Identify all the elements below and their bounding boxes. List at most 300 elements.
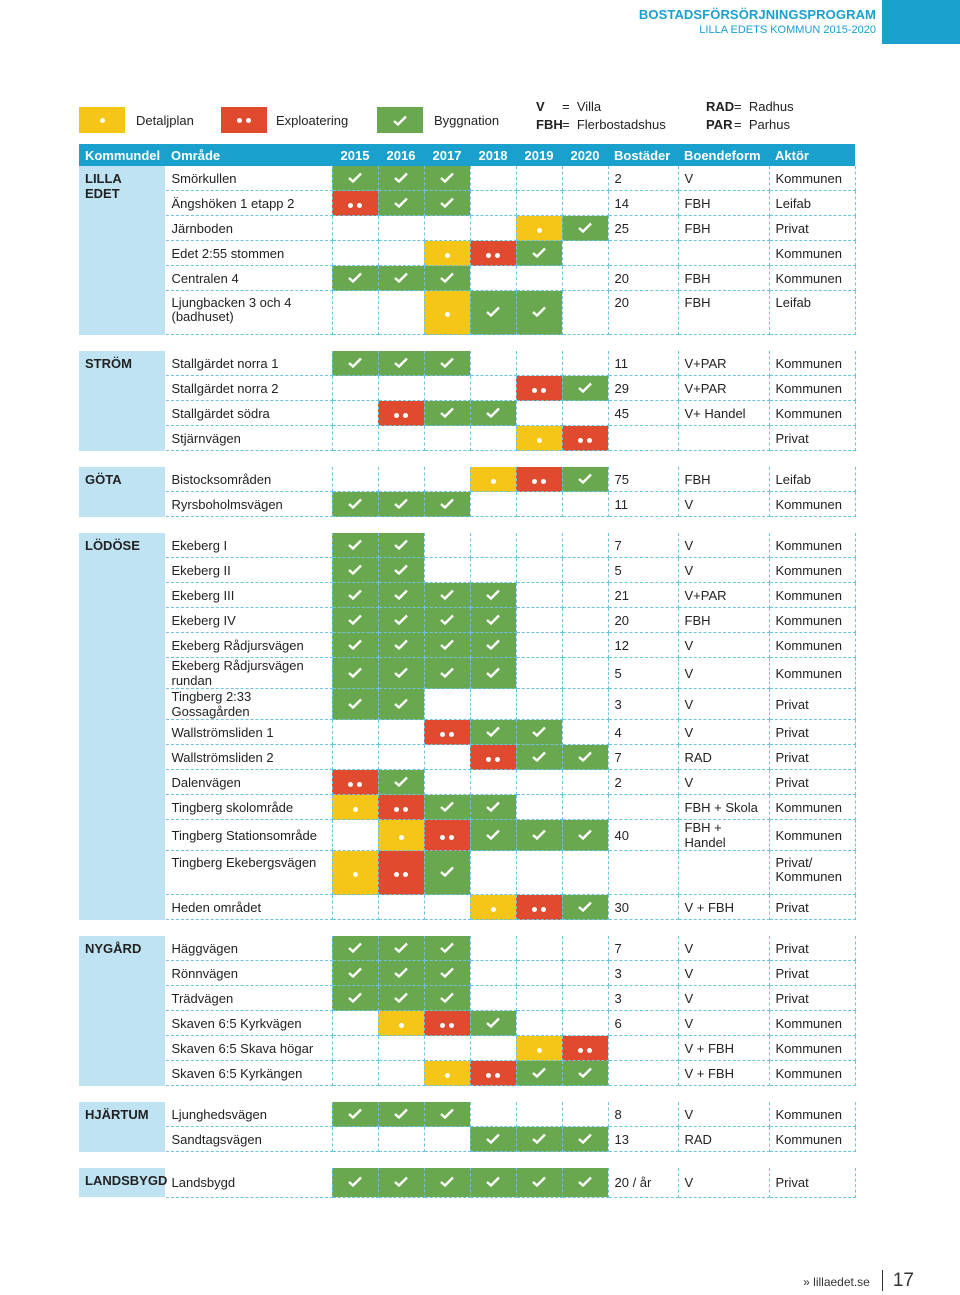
- area-name: Skaven 6:5 Skava högar: [165, 1036, 332, 1061]
- check-icon: [394, 564, 408, 575]
- dot-icon: [440, 1023, 445, 1028]
- table-row: [79, 216, 855, 241]
- dot-icon: [394, 413, 399, 418]
- empty-year-cell: [516, 1011, 562, 1036]
- empty-year-cell: [516, 583, 562, 608]
- area-name: Ekeberg II: [165, 558, 332, 583]
- bostader-value: 7: [608, 936, 678, 961]
- website-link[interactable]: » lillaedet.se: [803, 1275, 870, 1289]
- boendeform-value: V: [678, 492, 769, 517]
- group-spacer: [79, 1086, 855, 1103]
- legend: [79, 98, 859, 136]
- byggnation-cell: [378, 936, 424, 961]
- boendeform-value: V: [678, 1168, 769, 1197]
- byggnation-cell: [332, 558, 378, 583]
- empty-year-cell: [378, 1127, 424, 1152]
- aktor-value: Privat: [769, 745, 855, 770]
- area-name: Ekeberg I: [165, 533, 332, 558]
- empty-year-cell: [562, 291, 608, 335]
- area-name: Ekeberg Rådjursvägen: [165, 633, 332, 658]
- check-icon: [486, 667, 500, 678]
- check-icon: [348, 614, 362, 625]
- boendeform-value: [678, 851, 769, 895]
- empty-year-cell: [470, 266, 516, 291]
- exploatering-cell: [516, 376, 562, 401]
- empty-year-cell: [332, 241, 378, 266]
- empty-year-cell: [516, 1102, 562, 1127]
- byggnation-cell: [562, 467, 608, 492]
- boendeform-value: V: [678, 1011, 769, 1036]
- byggnation-cell: [470, 1168, 516, 1197]
- aktor-value: Privat/ Kommunen: [769, 851, 855, 895]
- exploatering-cell: [516, 467, 562, 492]
- table-row: [79, 936, 855, 961]
- aktor-value: Leifab: [769, 191, 855, 216]
- table-row: [79, 492, 855, 517]
- boendeform-value: V: [678, 658, 769, 689]
- dot-icon: [348, 782, 353, 787]
- dot-icon: [486, 253, 491, 258]
- detaljplan-cell: [378, 1011, 424, 1036]
- aktor-value: Kommunen: [769, 1036, 855, 1061]
- empty-year-cell: [516, 658, 562, 689]
- boendeform-value: V: [678, 770, 769, 795]
- table-row: [79, 426, 855, 451]
- aktor-value: Leifab: [769, 291, 855, 335]
- area-name: Sandtagsvägen: [165, 1127, 332, 1152]
- area-name: Wallströmsliden 2: [165, 745, 332, 770]
- dot-icon: [357, 203, 362, 208]
- byggnation-cell: [378, 191, 424, 216]
- byggnation-cell: [470, 401, 516, 426]
- check-icon: [440, 801, 454, 812]
- bostader-value: [608, 241, 678, 266]
- byggnation-cell: [332, 1102, 378, 1127]
- check-icon: [348, 1176, 362, 1187]
- table-row: [79, 895, 855, 920]
- dot-icon: [537, 1048, 542, 1053]
- dot-icon: [537, 438, 542, 443]
- dot-icon: [394, 872, 399, 877]
- empty-year-cell: [562, 401, 608, 426]
- dot-icon: [537, 228, 542, 233]
- empty-year-cell: [332, 895, 378, 920]
- table-row: [79, 1102, 855, 1127]
- detaljplan-cell: [470, 895, 516, 920]
- table-row: [79, 745, 855, 770]
- byggnation-cell: [516, 1061, 562, 1086]
- bostader-value: 25: [608, 216, 678, 241]
- exploatering-cell: [562, 426, 608, 451]
- aktor-value: Kommunen: [769, 1127, 855, 1152]
- empty-year-cell: [470, 351, 516, 376]
- byggnation-cell: [424, 351, 470, 376]
- boendeform-value: V: [678, 936, 769, 961]
- check-icon: [578, 222, 592, 233]
- dot-icon: [348, 203, 353, 208]
- empty-year-cell: [378, 467, 424, 492]
- area-name: Ryrsboholmsvägen: [165, 492, 332, 517]
- bostader-value: 7: [608, 745, 678, 770]
- area-name: Häggvägen: [165, 936, 332, 961]
- empty-year-cell: [424, 426, 470, 451]
- aktor-value: Kommunen: [769, 166, 855, 191]
- table-row: [79, 191, 855, 216]
- bostader-value: 8: [608, 1102, 678, 1127]
- byggnation-cell: [424, 961, 470, 986]
- exploatering-cell: [470, 745, 516, 770]
- col-2019: 2019: [516, 144, 562, 166]
- empty-year-cell: [470, 191, 516, 216]
- table-row: [79, 986, 855, 1011]
- area-name: Bistocksområden: [165, 467, 332, 492]
- aktor-value: Kommunen: [769, 401, 855, 426]
- byggnation-cell: [378, 266, 424, 291]
- area-name: Edet 2:55 stommen: [165, 241, 332, 266]
- aktor-value: Kommunen: [769, 376, 855, 401]
- empty-year-cell: [332, 745, 378, 770]
- boendeform-value: V: [678, 166, 769, 191]
- aktor-value: Privat: [769, 961, 855, 986]
- kommundel-label: LÖDÖSE: [79, 533, 165, 920]
- aktor-value: Privat: [769, 936, 855, 961]
- check-icon: [578, 1176, 592, 1187]
- empty-year-cell: [562, 633, 608, 658]
- dot-icon: [353, 872, 358, 877]
- empty-year-cell: [516, 492, 562, 517]
- bostader-value: 5: [608, 658, 678, 689]
- byggnation-cell: [424, 608, 470, 633]
- dot-icon: [587, 438, 592, 443]
- empty-year-cell: [424, 1036, 470, 1061]
- exploatering-cell: [424, 720, 470, 745]
- byggnation-cell: [516, 241, 562, 266]
- byggnation-cell: [378, 351, 424, 376]
- detaljplan-cell: [424, 241, 470, 266]
- empty-year-cell: [378, 1036, 424, 1061]
- dot-icon: [449, 835, 454, 840]
- dot-icon: [449, 732, 454, 737]
- check-icon: [440, 197, 454, 208]
- bostader-value: 40: [608, 820, 678, 851]
- bostader-value: 2: [608, 770, 678, 795]
- boendeform-value: V: [678, 533, 769, 558]
- bostader-value: 45: [608, 401, 678, 426]
- byggnation-swatch: [377, 107, 423, 133]
- aktor-value: Kommunen: [769, 1061, 855, 1086]
- table-row: [79, 467, 855, 492]
- check-icon: [348, 589, 362, 600]
- bostader-value: [608, 1061, 678, 1086]
- empty-year-cell: [562, 191, 608, 216]
- check-icon: [394, 967, 408, 978]
- dot-icon: [532, 388, 537, 393]
- empty-year-cell: [470, 770, 516, 795]
- check-icon: [440, 498, 454, 509]
- group-spacer: [79, 920, 855, 937]
- area-name: Stallgärdet norra 2: [165, 376, 332, 401]
- area-name: Skaven 6:5 Kyrkvägen: [165, 1011, 332, 1036]
- check-icon: [440, 967, 454, 978]
- empty-year-cell: [562, 351, 608, 376]
- dot-icon: [445, 312, 450, 317]
- byggnation-cell: [516, 1127, 562, 1152]
- aktor-value: Kommunen: [769, 658, 855, 689]
- empty-year-cell: [562, 936, 608, 961]
- check-icon: [532, 829, 546, 840]
- byggnation-cell: [470, 633, 516, 658]
- exploatering-cell: [332, 191, 378, 216]
- empty-year-cell: [470, 426, 516, 451]
- boendeform-value: RAD: [678, 745, 769, 770]
- byggnation-cell: [516, 1168, 562, 1197]
- empty-year-cell: [516, 936, 562, 961]
- kommundel-label: STRÖM: [79, 351, 165, 451]
- area-name: Ekeberg III: [165, 583, 332, 608]
- aktor-value: Kommunen: [769, 633, 855, 658]
- dot-icon: [440, 835, 445, 840]
- empty-year-cell: [470, 689, 516, 720]
- bostader-value: 29: [608, 376, 678, 401]
- bostader-value: 75: [608, 467, 678, 492]
- col-aktor: Aktör: [769, 144, 855, 166]
- byggnation-cell: [562, 376, 608, 401]
- bostader-value: 12: [608, 633, 678, 658]
- aktor-value: Privat: [769, 216, 855, 241]
- byggnation-cell: [378, 583, 424, 608]
- document-subtitle: LILLA EDETS KOMMUN 2015-2020: [699, 24, 876, 36]
- check-icon: [394, 614, 408, 625]
- empty-year-cell: [562, 689, 608, 720]
- check-icon: [578, 751, 592, 762]
- empty-year-cell: [516, 633, 562, 658]
- empty-year-cell: [424, 376, 470, 401]
- bostader-value: [608, 851, 678, 895]
- byggnation-cell: [332, 608, 378, 633]
- area-name: Ljungbacken 3 och 4 (badhuset): [165, 291, 332, 335]
- aktor-value: Privat: [769, 689, 855, 720]
- byggnation-cell: [562, 820, 608, 851]
- empty-year-cell: [562, 608, 608, 633]
- bostader-value: [608, 1036, 678, 1061]
- check-icon: [394, 776, 408, 787]
- dot-icon: [440, 732, 445, 737]
- table-row: [79, 1061, 855, 1086]
- byggnation-cell: [378, 492, 424, 517]
- check-icon: [348, 564, 362, 575]
- bostader-value: 14: [608, 191, 678, 216]
- col-omrade: Område: [165, 144, 332, 166]
- check-icon: [486, 1176, 500, 1187]
- def-parhus: PAR = Parhus: [706, 117, 791, 132]
- aktor-value: Kommunen: [769, 241, 855, 266]
- byggnation-cell: [332, 961, 378, 986]
- check-icon: [440, 1176, 454, 1187]
- dot-icon: [578, 438, 583, 443]
- detaljplan-cell: [516, 1036, 562, 1061]
- aktor-value: Privat: [769, 986, 855, 1011]
- byggnation-cell: [378, 533, 424, 558]
- check-icon: [348, 357, 362, 368]
- empty-year-cell: [470, 533, 516, 558]
- byggnation-cell: [470, 820, 516, 851]
- empty-year-cell: [516, 533, 562, 558]
- area-name: Rönnvägen: [165, 961, 332, 986]
- bostader-value: 13: [608, 1127, 678, 1152]
- document-title: BOSTADSFÖRSÖRJNINGSPROGRAM: [638, 7, 876, 22]
- empty-year-cell: [562, 1011, 608, 1036]
- byggnation-cell: [378, 770, 424, 795]
- table-row: [79, 1036, 855, 1061]
- byggnation-cell: [424, 266, 470, 291]
- legend-byggnation-label: Byggnation: [434, 113, 500, 128]
- byggnation-cell: [470, 795, 516, 820]
- dot-icon: [491, 479, 496, 484]
- boendeform-value: FBH + Skola: [678, 795, 769, 820]
- aktor-value: Privat: [769, 720, 855, 745]
- empty-year-cell: [424, 745, 470, 770]
- empty-year-cell: [424, 467, 470, 492]
- byggnation-cell: [332, 533, 378, 558]
- check-icon: [394, 539, 408, 550]
- detaljplan-cell: [516, 216, 562, 241]
- kommundel-label: NYGÅRD: [79, 936, 165, 1086]
- byggnation-cell: [332, 166, 378, 191]
- empty-year-cell: [562, 492, 608, 517]
- empty-year-cell: [332, 216, 378, 241]
- byggnation-cell: [332, 266, 378, 291]
- empty-year-cell: [516, 558, 562, 583]
- check-icon: [440, 357, 454, 368]
- boendeform-value: RAD: [678, 1127, 769, 1152]
- check-icon: [578, 473, 592, 484]
- boendeform-value: V: [678, 1102, 769, 1127]
- empty-year-cell: [562, 1102, 608, 1127]
- boendeform-value: V: [678, 558, 769, 583]
- check-icon: [348, 172, 362, 183]
- empty-year-cell: [332, 291, 378, 335]
- empty-year-cell: [424, 1127, 470, 1152]
- empty-year-cell: [562, 795, 608, 820]
- byggnation-cell: [378, 1168, 424, 1197]
- check-icon: [486, 306, 500, 317]
- byggnation-cell: [516, 820, 562, 851]
- boendeform-value: V: [678, 633, 769, 658]
- table-row: [79, 241, 855, 266]
- empty-year-cell: [516, 191, 562, 216]
- dot-icon: [578, 1048, 583, 1053]
- empty-year-cell: [516, 851, 562, 895]
- empty-year-cell: [470, 558, 516, 583]
- byggnation-cell: [562, 1061, 608, 1086]
- bostader-value: 20: [608, 291, 678, 335]
- check-icon: [486, 1133, 500, 1144]
- dot-icon: [445, 253, 450, 258]
- area-name: Tingberg skolområde: [165, 795, 332, 820]
- check-icon: [440, 992, 454, 1003]
- empty-year-cell: [378, 895, 424, 920]
- check-icon: [348, 1108, 362, 1119]
- check-icon: [440, 407, 454, 418]
- check-icon: [440, 667, 454, 678]
- byggnation-cell: [424, 191, 470, 216]
- table-row: [79, 770, 855, 795]
- empty-year-cell: [470, 851, 516, 895]
- check-icon: [440, 589, 454, 600]
- check-icon: [486, 726, 500, 737]
- area-name: Järnboden: [165, 216, 332, 241]
- empty-year-cell: [516, 770, 562, 795]
- area-name: Tingberg Ekebergsvägen: [165, 851, 332, 895]
- empty-year-cell: [332, 1036, 378, 1061]
- boendeform-value: V + FBH: [678, 1061, 769, 1086]
- boendeform-value: V+PAR: [678, 351, 769, 376]
- boendeform-value: V+PAR: [678, 376, 769, 401]
- empty-year-cell: [470, 986, 516, 1011]
- boendeform-value: FBH: [678, 216, 769, 241]
- legend-exploatering-label: Exploatering: [276, 113, 349, 128]
- empty-year-cell: [470, 1102, 516, 1127]
- check-icon: [394, 992, 408, 1003]
- table-row: [79, 376, 855, 401]
- exploatering-cell: [516, 895, 562, 920]
- empty-year-cell: [562, 986, 608, 1011]
- byggnation-cell: [332, 986, 378, 1011]
- boendeform-value: V + FBH: [678, 895, 769, 920]
- check-icon: [394, 667, 408, 678]
- table-row: [79, 720, 855, 745]
- aktor-value: Kommunen: [769, 558, 855, 583]
- check-icon: [532, 1133, 546, 1144]
- check-icon: [486, 801, 500, 812]
- exploatering-cell: [470, 1061, 516, 1086]
- empty-year-cell: [424, 533, 470, 558]
- legend-detaljplan-label: Detaljplan: [136, 113, 194, 128]
- byggnation-cell: [470, 720, 516, 745]
- dot-icon: [495, 1073, 500, 1078]
- empty-year-cell: [470, 376, 516, 401]
- bostader-value: 11: [608, 351, 678, 376]
- check-icon: [440, 866, 454, 877]
- col-kommundel: Kommundel: [79, 144, 165, 166]
- dot-icon: [541, 907, 546, 912]
- dot-icon: [445, 1073, 450, 1078]
- empty-year-cell: [378, 241, 424, 266]
- check-icon: [394, 197, 408, 208]
- dot-icon: [403, 413, 408, 418]
- kommundel-label: LILLA EDET: [79, 166, 165, 335]
- empty-year-cell: [516, 401, 562, 426]
- check-icon: [394, 172, 408, 183]
- check-icon: [394, 498, 408, 509]
- byggnation-cell: [378, 1102, 424, 1127]
- group-spacer: [79, 451, 855, 468]
- header-accent-bar: [882, 0, 960, 44]
- area-name: Ängshöken 1 etapp 2: [165, 191, 332, 216]
- empty-year-cell: [562, 961, 608, 986]
- def-villa: V = Villa: [536, 99, 602, 114]
- exploatering-cell: [378, 795, 424, 820]
- table-row: [79, 351, 855, 376]
- bostader-value: 2: [608, 166, 678, 191]
- dot-icon: [399, 1023, 404, 1028]
- dot-icon: [399, 835, 404, 840]
- byggnation-cell: [378, 961, 424, 986]
- group-spacer: [79, 517, 855, 534]
- empty-year-cell: [332, 720, 378, 745]
- aktor-value: Kommunen: [769, 533, 855, 558]
- table-row: [79, 1011, 855, 1036]
